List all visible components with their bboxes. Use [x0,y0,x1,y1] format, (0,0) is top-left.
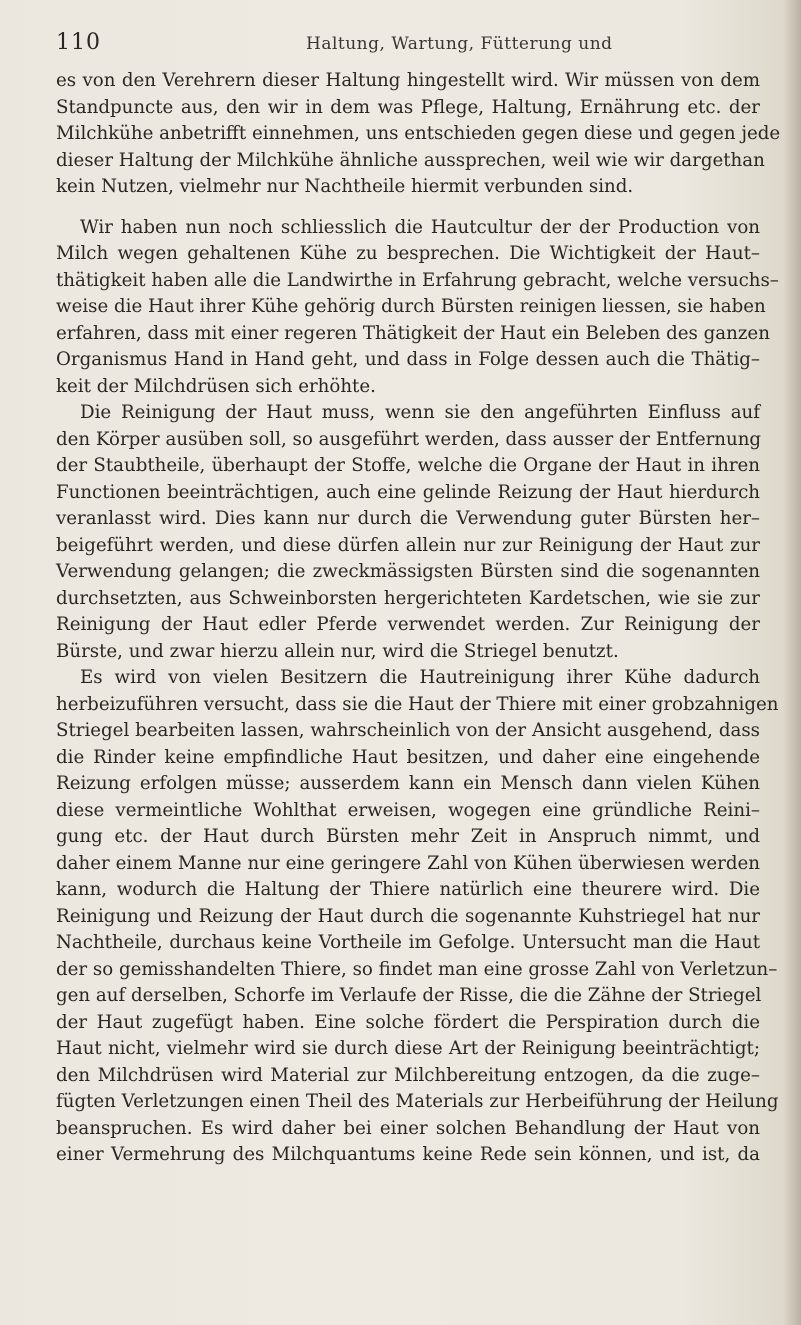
text-line: Reinigung und Reizung der Haut durch die sogenannte Kuhstriegel hat nur [56,905,760,927]
paragraph [56,68,781,201]
text-line: fügten Verletzungen einen Theil des Materials zur Herbeiführung der Heilung [56,1091,779,1112]
text-line: Functionen beeinträchtigen, auch eine gelinde Reizung der Haut hierdurch [56,481,760,503]
text-line: die Rinder keine empfindliche Haut besitzen, und daher eine eingehende [56,746,760,768]
text-line: Verwendung gelangen; die zweckmässigsten Bürsten sind die sogenannten [56,561,760,582]
running-title: Haltung, Wartung, Fütterung und [306,34,613,54]
text-line: einer Vermehrung des Milchquantums keine Rede sein können, und ist, da [56,1144,760,1165]
text-line: beanspruchen. Es wird daher bei einer solchen Behandlung der Haut von [56,1117,760,1139]
page-header [56,30,756,60]
text-line: den Milchdrüsen wird Material zur Milchbereitung entzogen, da die zuge– [56,1064,760,1086]
text-line: Milchkühe anbetrifft einnehmen, uns entschieden gegen diese und gegen jede [56,123,781,144]
paragraph-gap [56,201,760,215]
text-line: diese vermeintliche Wohlthat erweisen, wogegen eine gründliche Reini– [56,799,760,821]
text-line: dieser Haltung der Milchkühe ähnliche aussprechen, weil wie wir dargethan [56,149,765,171]
page-number: 110 [56,30,101,55]
text-line: gen auf derselben, Schorfe im Verlaufe der Risse, die die Zähne der Striegel [56,985,762,1006]
text-line: Organismus Hand in Hand geht, und dass in Folge dessen auch die Thätig– [56,349,760,370]
text-line: durchsetzten, aus Schweinborsten hergerichteten Kardetschen, wie sie zur [56,587,760,609]
text-line: veranlasst wird. Dies kann nur durch die Verwendung guter Bürsten her– [56,508,760,529]
paragraph [56,400,760,665]
text-line: Es wird von vielen Besitzern die Hautreinigung ihrer Kühe dadurch [80,667,760,688]
page-edge-shadow [783,0,801,1325]
text-line: es von den Verehrern dieser Haltung hingestellt wird. Wir müssen von dem [56,70,760,91]
text-line: Nachtheile, durchaus keine Vortheile im Gefolge. Untersucht man die Haut [56,932,760,953]
text-line: kein Nutzen, vielmehr nur Nachtheile hiermit verbunden sind. [56,176,634,197]
text-line: Haut nicht, vielmehr wird sie durch diese Art der Reinigung beeinträchtigt; [56,1038,760,1059]
text-line: Die Reinigung der Haut muss, wenn sie den angeführten Einfluss auf [80,402,760,423]
text-line: daher einem Manne nur eine geringere Zahl von Kühen überwiesen werden [56,852,760,874]
text-line: keit der Milchdrüsen sich erhöhte. [56,375,376,397]
text-line: Bürste, und zwar hierzu allein nur, wird die Striegel benutzt. [56,640,619,662]
text-line: herbeizuführen versucht, dass sie die Haut der Thiere mit einer grobzahnigen [56,693,779,715]
text-line: kann, wodurch die Haltung der Thiere natürlich eine theurere wird. Die [56,879,760,900]
text-line: Standpuncte aus, den wir in dem was Pflege, Haltung, Ernährung etc. der [56,96,760,118]
text-line: weise die Haut ihrer Kühe gehörig durch Bürsten reinigen liessen, sie haben [56,296,766,317]
paragraph [56,215,779,401]
text-line: thätigkeit haben alle die Landwirthe in Erfahrung gebracht, welche versuchs– [56,269,779,291]
text-line: erfahren, dass mit einer regeren Thätigkeit der Haut ein Beleben des ganzen [56,322,770,344]
text-line: Milch wegen gehaltenen Kühe zu besprechen. Die Wichtigkeit der Haut– [56,243,760,264]
text-line: der so gemisshandelten Thiere, so findet man eine grosse Zahl von Verletzun– [56,958,778,980]
text-line: beigeführt werden, und diese dürfen allein nur zur Reinigung der Haut zur [56,534,760,556]
text-line: Wir haben nun noch schliesslich die Hautcultur der der Production von [80,216,760,238]
text-line: Striegel bearbeiten lassen, wahrscheinlich von der Ansicht ausgehend, dass [56,720,760,741]
text-line: der Haut zugefügt haben. Eine solche fördert die Perspiration durch die [56,1011,760,1033]
body-text [56,68,781,1169]
text-line: Reizung erfolgen müsse; ausserdem kann ein Mensch dann vielen Kühen [56,773,760,794]
paragraph [56,665,779,1169]
text-line: den Körper ausüben soll, so ausgeführt werden, dass ausser der Entfernung [56,428,762,450]
text-line: gung etc. der Haut durch Bürsten mehr Zeit in Anspruch nimmt, und [56,826,760,847]
text-line: der Staubtheile, überhaupt der Stoffe, welche die Organe der Haut in ihren [56,455,760,476]
text-line: Reinigung der Haut edler Pferde verwendet werden. Zur Reinigung der [56,614,760,635]
